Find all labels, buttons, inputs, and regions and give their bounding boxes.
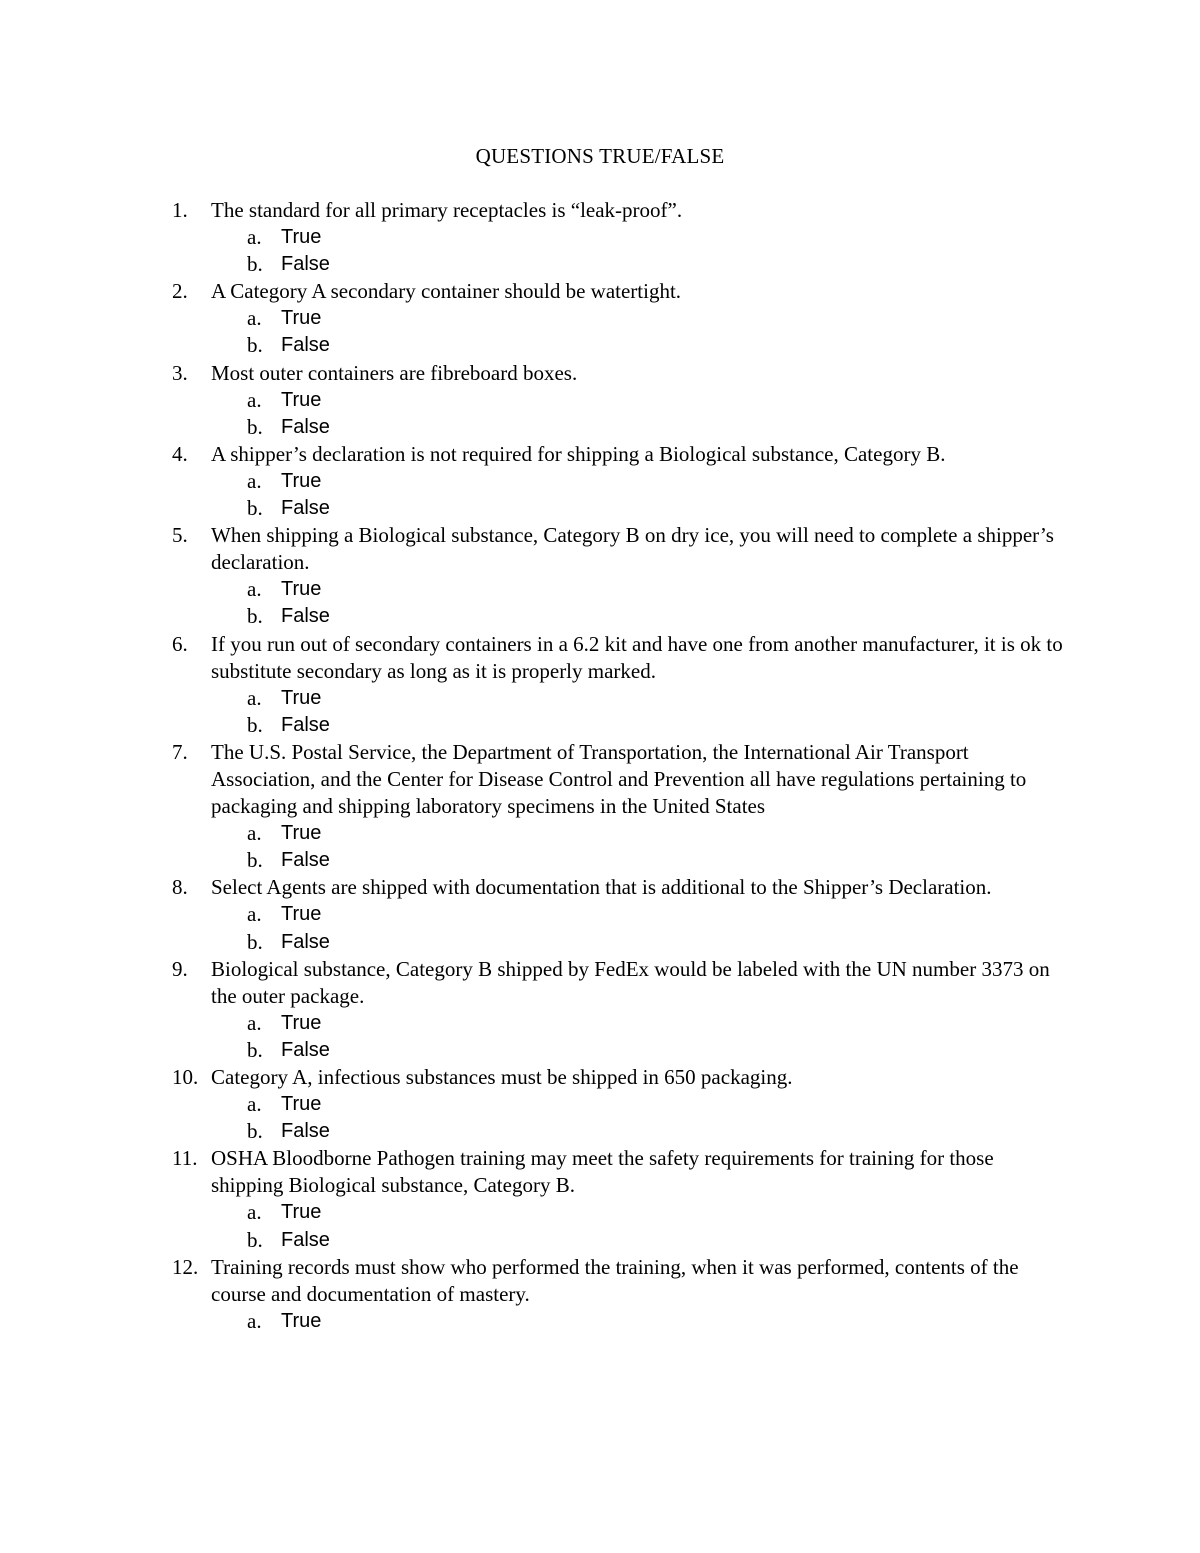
option-label: False: [281, 1120, 330, 1143]
answer-option: [211, 332, 1072, 359]
option-label: True: [281, 822, 322, 845]
option-letter: a.: [247, 685, 262, 710]
option-label: False: [281, 253, 330, 276]
option-letter: a.: [247, 902, 262, 927]
question-number: 12.: [172, 1254, 199, 1279]
option-label: False: [281, 334, 330, 357]
option-letter: b.: [247, 1119, 263, 1144]
option-label: False: [281, 713, 330, 736]
answer-option: [211, 495, 1072, 522]
answer-option: [211, 251, 1072, 278]
question-item: [172, 739, 1072, 874]
option-label: False: [281, 930, 330, 953]
option-label: True: [281, 903, 322, 926]
question-number: 7.: [172, 739, 188, 764]
question-text: Select Agents are shipped with documentation that is additional to the Shipper’s Declaration.: [211, 875, 992, 900]
question-text: If you run out of secondary containers in a 6.2 kit and have one from another manufacturer, it is ok to substitute secondary as long as it is properly marked.: [211, 631, 1063, 683]
question-text: A Category A secondary container should be watertight.: [211, 279, 682, 304]
option-letter: b.: [247, 929, 263, 954]
option-label: False: [281, 415, 330, 438]
answer-option: [211, 224, 1072, 251]
option-letter: b.: [247, 252, 263, 277]
question-number: 10.: [172, 1065, 199, 1089]
answer-option: [211, 1010, 1072, 1037]
answer-option: [211, 685, 1072, 712]
question-item: [172, 522, 1072, 630]
question-text: When shipping a Biological substance, Category B on dry ice, you will need to complete a shipper’s declaration.: [211, 523, 1054, 575]
option-letter: b.: [247, 1227, 263, 1252]
option-letter: a.: [247, 468, 262, 493]
question-number: 4.: [172, 441, 188, 466]
answer-options: [211, 387, 1072, 441]
question-item: [172, 278, 1072, 359]
option-letter: a.: [247, 1092, 262, 1117]
answer-options: [211, 1308, 1072, 1335]
answer-options: [211, 901, 1072, 955]
question-text: A shipper’s declaration is not required for shipping a Biological substance, Category B.: [211, 441, 946, 466]
answer-options: [211, 1010, 1072, 1064]
question-text: The U.S. Postal Service, the Department of Transportation, the International Air Transport Association, and the Center for Disease Control and Prevention all have regulations pertaining to packaging and shipping laboratory specimens in the United States: [211, 739, 1027, 819]
answer-option: [211, 1199, 1072, 1226]
option-label: True: [281, 686, 322, 709]
answer-option: [211, 414, 1072, 441]
answer-option: [211, 820, 1072, 847]
option-label: True: [281, 226, 322, 249]
option-letter: b.: [247, 848, 263, 873]
question-item: [172, 631, 1072, 739]
option-letter: a.: [247, 821, 262, 846]
question-number: 1.: [172, 198, 188, 222]
answer-option: [211, 712, 1072, 739]
option-letter: a.: [247, 577, 262, 602]
option-label: False: [281, 1228, 330, 1251]
option-letter: b.: [247, 604, 263, 629]
question-number: 3.: [172, 360, 188, 385]
option-letter: a.: [247, 306, 262, 331]
question-number: 8.: [172, 875, 188, 900]
answer-option: [211, 1308, 1072, 1335]
question-number: 5.: [172, 523, 188, 548]
option-label: True: [281, 1309, 322, 1332]
question-item: [172, 956, 1072, 1064]
question-text: Category A, infectious substances must be shipped in 650 packaging.: [211, 1065, 793, 1089]
answer-option: [211, 387, 1072, 414]
question-item: [172, 360, 1072, 441]
answer-option: [211, 603, 1072, 630]
option-letter: a.: [247, 1308, 262, 1333]
answer-option: [211, 1227, 1072, 1254]
option-label: True: [281, 307, 322, 330]
answer-option: [211, 847, 1072, 874]
answer-option: [211, 1118, 1072, 1145]
answer-options: [211, 576, 1072, 630]
answer-options: [211, 224, 1072, 278]
answer-option: [211, 468, 1072, 495]
question-text: OSHA Bloodborne Pathogen training may meet the safety requirements for training for those shipping Biological substance, Category B.: [211, 1146, 994, 1198]
option-label: False: [281, 605, 330, 628]
answer-options: [211, 820, 1072, 874]
answer-options: [211, 305, 1072, 359]
option-letter: b.: [247, 712, 263, 737]
option-label: True: [281, 578, 322, 601]
page-title: QUESTIONS TRUE/FALSE: [475, 144, 725, 168]
option-letter: a.: [247, 387, 262, 412]
question-text: Training records must show who performed the training, when it was performed, contents of the course and documentation of mastery.: [211, 1254, 1019, 1306]
question-item: [172, 441, 1072, 522]
question-text: The standard for all primary receptacles is “leak-proof”.: [211, 198, 683, 222]
question-number: 6.: [172, 631, 188, 656]
option-label: False: [281, 497, 330, 520]
answer-option: [211, 1037, 1072, 1064]
question-item: [172, 1064, 1072, 1145]
option-letter: b.: [247, 1037, 263, 1062]
option-letter: a.: [247, 225, 262, 250]
option-letter: b.: [247, 414, 263, 439]
option-letter: a.: [247, 1010, 262, 1035]
question-text: Biological substance, Category B shipped by FedEx would be labeled with the UN number 3373 on the outer package.: [211, 956, 1050, 1008]
option-label: True: [281, 1011, 322, 1034]
option-letter: b.: [247, 333, 263, 358]
answer-options: [211, 468, 1072, 522]
question-item: [172, 1145, 1072, 1253]
answer-options: [211, 1091, 1072, 1145]
question-text: Most outer containers are fibreboard boxes.: [211, 360, 578, 385]
option-label: True: [281, 1201, 322, 1224]
answer-option: [211, 901, 1072, 928]
option-label: True: [281, 469, 322, 492]
question-number: 9.: [172, 956, 188, 981]
answer-options: [211, 685, 1072, 739]
answer-options: [211, 1199, 1072, 1253]
option-label: False: [281, 849, 330, 872]
question-item: [172, 874, 1072, 955]
question-number: 11.: [172, 1146, 198, 1171]
question-item: [172, 197, 1072, 278]
answer-option: [211, 305, 1072, 332]
answer-option: [211, 1091, 1072, 1118]
question-number: 2.: [172, 279, 188, 304]
answer-option: [211, 576, 1072, 603]
option-label: False: [281, 1038, 330, 1061]
question-item: [172, 1254, 1072, 1335]
option-letter: a.: [247, 1200, 262, 1225]
option-label: True: [281, 1093, 322, 1116]
question-list: [172, 197, 1072, 1335]
option-letter: b.: [247, 496, 263, 521]
answer-option: [211, 929, 1072, 956]
option-label: True: [281, 388, 322, 411]
